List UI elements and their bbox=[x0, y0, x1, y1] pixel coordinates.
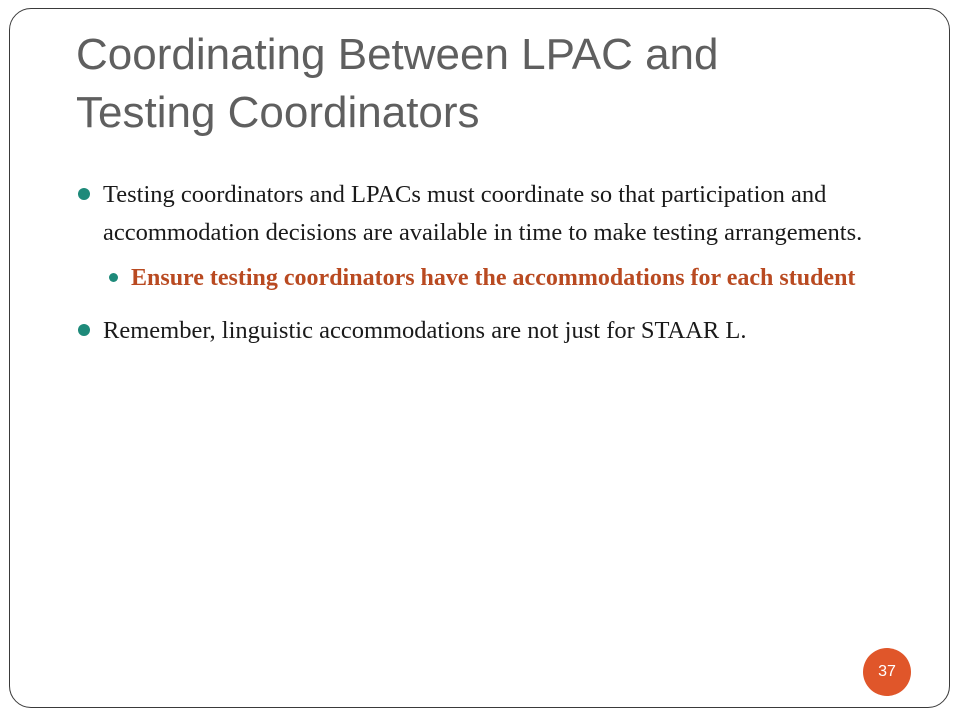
sub-bullet-dot-icon bbox=[109, 273, 118, 282]
bullet-item-1 bbox=[76, 176, 876, 252]
bullet-dot-icon bbox=[78, 324, 90, 336]
bullet-text-1: Testing coordinators and LPACs must coordinate so that participation and accommodation decisions are available in time to make testing arrangements. bbox=[103, 181, 863, 246]
bullet-dot-icon bbox=[78, 188, 90, 200]
slide-title bbox=[76, 26, 896, 142]
slide-title-line-1: Coordinating Between LPAC and bbox=[76, 30, 719, 79]
bullet-text-2: Remember, linguistic accommodations are not just for STAAR L. bbox=[103, 317, 747, 344]
bullet-item-2 bbox=[76, 312, 876, 350]
sub-bullet-text-1: Ensure testing coordinators have the accommodations for each student bbox=[131, 265, 856, 291]
slide-title-line-2: Testing Coordinators bbox=[76, 88, 480, 137]
sub-bullet-item-1 bbox=[103, 260, 876, 296]
bullet-list bbox=[76, 176, 876, 350]
page-number-badge: 37 bbox=[863, 648, 911, 696]
